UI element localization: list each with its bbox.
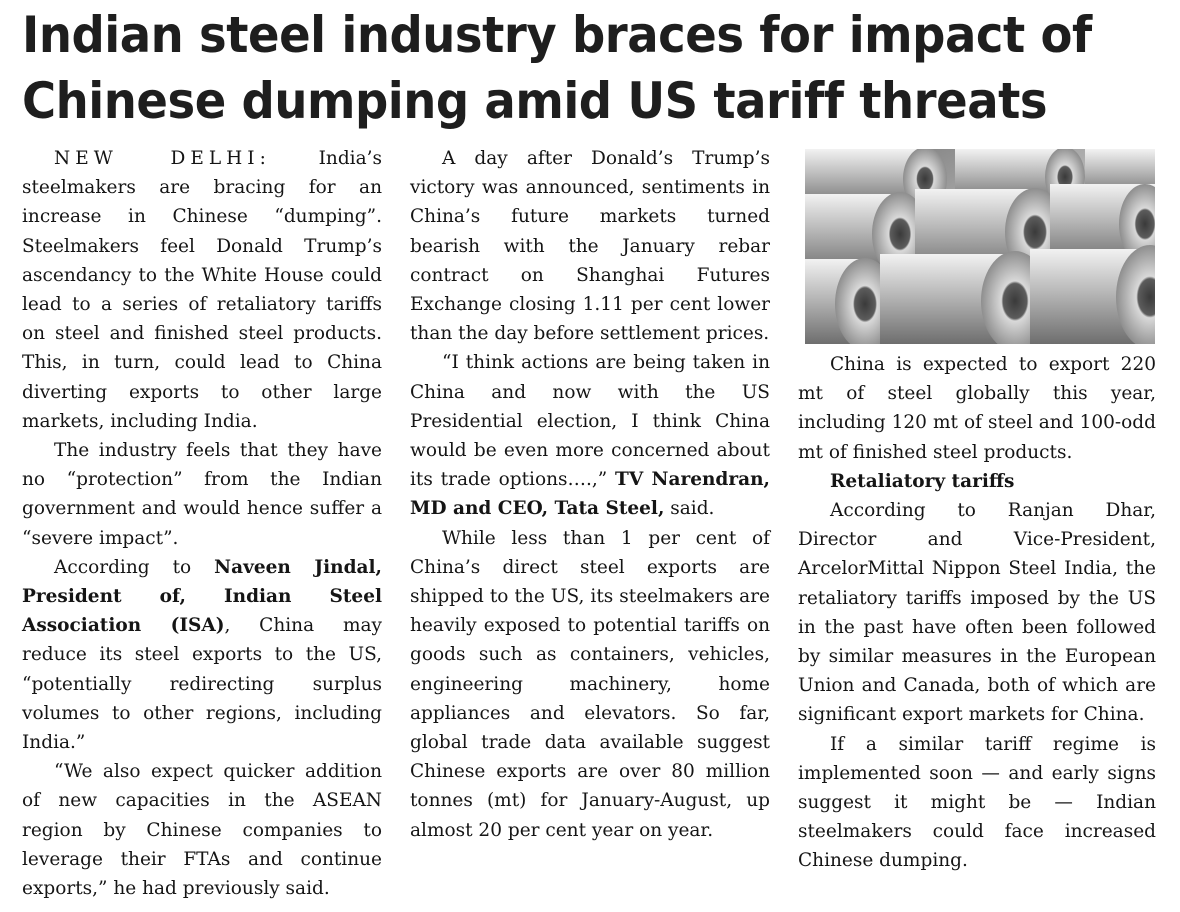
steel-coils-photo	[805, 149, 1155, 344]
quoted-person: Naveen Jindal, President of, Indian Steel Association (ISA)	[22, 556, 382, 637]
article-column-2	[410, 144, 770, 845]
article-column-1	[22, 144, 382, 903]
coil-row-front	[805, 245, 1155, 344]
paragraph: According to Naveen Jindal, President of, Indian Steel Association (ISA), China may reduce its steel exports to the US, “potentially redirecting surplus volumes to other regions, including India.”	[22, 556, 382, 754]
headline	[22, 2, 1092, 134]
paragraph: If a similar tariff regime is implemented soon — and early signs suggest it might be — Indian steelmakers could face increased Chinese dumping.	[798, 733, 1156, 872]
headline-line-1: Indian steel industry braces for impact of	[22, 6, 1092, 64]
paragraph: The industry feels that they have no “protection” from the Indian government and would hence suffer a “severe impact”.	[22, 440, 382, 549]
paragraph: China is expected to export 220 mt of steel globally this year, including 120 mt of steel and 100-odd mt of finished steel products.	[798, 354, 1156, 463]
headline-line-2: Chinese dumping amid US tariff threats	[22, 72, 1048, 130]
paragraph: According to Ranjan Dhar, Director and Vice-President, ArcelorMittal Nippon Steel India, the retaliatory tariffs imposed by the US in the past have often been followed by similar measures in the European Union and Canada, both of which are significant export markets for China.	[798, 500, 1156, 726]
paragraph: “I think actions are being taken in China and now with the US Presidential election, I think China would be even more concerned about its trade options….,” TV Narendran, MD and CEO, Tata Steel, said.	[410, 352, 770, 520]
dateline: NEW DELHI:	[54, 148, 271, 169]
subheading: Retaliatory tariffs	[830, 470, 1015, 492]
paragraph: NEW DELHI: India’s steelmakers are bracing for an increase in Chinese “dumping”. Steelmakers feel Donald Trump’s ascendancy to the White House could lead to a series of retaliatory tariffs on steel and finished steel products. This, in turn, could lead to China diverting exports to other large markets, including India.	[22, 148, 382, 432]
paragraph: A day after Donald’s Trump’s victory was announced, sentiments in China’s future markets turned bearish with the January rebar contract on Shanghai Futures Exchange closing 1.11 per cent lower than the day before settlement prices.	[410, 148, 770, 345]
quoted-person: TV Narendran, MD and CEO, Tata Steel,	[410, 469, 770, 520]
paragraph: “We also expect quicker addition of new capacities in the ASEAN region by Chinese companies to leverage their FTAs and continue exports,” he had previously said.	[22, 761, 382, 900]
paragraph: While less than 1 per cent of China’s direct steel exports are shipped to the US, its steelmakers are heavily exposed to potential tariffs on goods such as containers, vehicles, engineering machinery, home appliances and elevators. So far, global trade data available suggest Chinese exports are over 80 million tonnes (mt) for January-August, up almost 20 per cent year on year.	[410, 527, 770, 841]
article-column-3	[798, 350, 1156, 876]
